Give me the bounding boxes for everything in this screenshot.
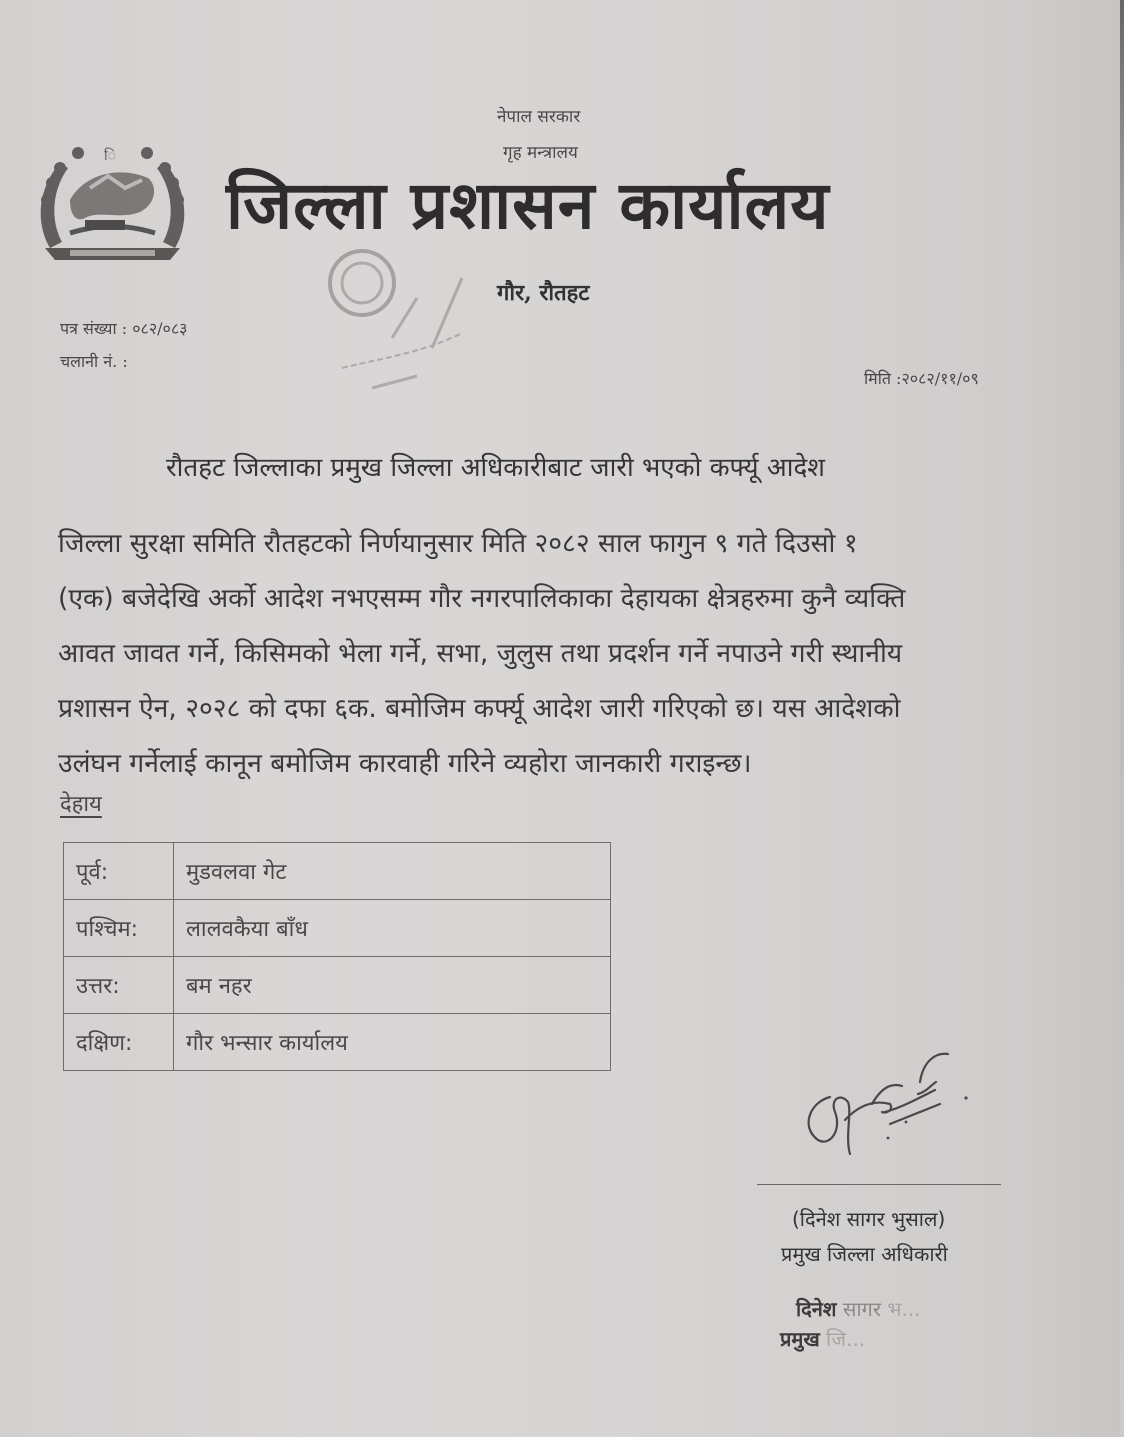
table-row [64, 900, 611, 957]
place-cell: बम नहर [174, 957, 611, 1014]
letter-date [864, 367, 979, 389]
ministry-name: गृह मन्त्रालय [503, 143, 578, 163]
letter-number-label: पत्र संख्या : [60, 319, 128, 338]
letter-number-value: ०८२/०८३ [132, 319, 188, 338]
office-location: गौर, रौतहट [497, 280, 590, 306]
boundaries-heading: देहाय [60, 792, 102, 817]
seal-name-faded: भ... [881, 1297, 921, 1321]
direction-cell: उत्तर: [64, 957, 174, 1014]
seal-title-bold: प्रमुख [780, 1327, 820, 1351]
direction-cell: पश्चिम: [64, 900, 174, 957]
table-row [64, 1014, 611, 1071]
svg-text:ि: ि [104, 148, 116, 164]
nepal-emblem-icon [30, 138, 195, 263]
boundaries-table [63, 842, 611, 1071]
table-row [64, 843, 611, 900]
seal-stamp-name [796, 1295, 921, 1322]
government-name: नेपाल सरकार [497, 107, 581, 127]
seal-name-faded: सागर [836, 1297, 881, 1321]
date-value: २०८२/११/०९ [901, 369, 979, 388]
place-cell: गौर भन्सार कार्यालय [174, 1014, 611, 1071]
seal-name-bold: दिनेश [796, 1297, 837, 1321]
direction-cell: पूर्व: [64, 843, 174, 900]
seal-title-faded: जि... [819, 1327, 866, 1351]
signatory-title: प्रमुख जिल्ला अधिकारी [781, 1242, 948, 1266]
body-line: (एक) बजेदेखि अर्को आदेश नभएसम्म गौर नगरपालिकाका देहायका क्षेत्रहरुमा कुनै व्यक्ति [58, 583, 906, 614]
body-line: आवत जावत गर्ने, किसिमको भेला गर्ने, सभा, जुलुस तथा प्रदर्शन गर्ने नपाउने गरी स्थानीय [58, 638, 903, 669]
seal-stamp-title [780, 1325, 865, 1352]
signature-icon [790, 1042, 980, 1160]
office-stamp-icon [312, 238, 482, 403]
date-label: मिति : [864, 369, 902, 388]
body-line: उलंघन गर्नेलाई कानून बमोजिम कारवाही गरिने व्यहोरा जानकारी गराइन्छ। [58, 748, 752, 779]
place-cell: मुडवलवा गेट [174, 843, 611, 900]
signature-divider [757, 1184, 1001, 1185]
office-title: जिल्ला प्रशासन कार्यालय [226, 167, 830, 244]
body-line: जिल्ला सुरक्षा समिति रौतहटको निर्णयानुसार मिति २०८२ साल फागुन ९ गते दिउसो १ [58, 528, 858, 559]
body-line: प्रशासन ऐन, २०२८ को दफा ६क. बमोजिम कर्फ्यू आदेश जारी गरिएको छ। यस आदेशको [58, 693, 901, 724]
dispatch-number [60, 350, 128, 372]
signatory-name: (दिनेश सागर भुसाल) [792, 1207, 946, 1231]
paper-edge [1120, 0, 1124, 1437]
place-cell: लालवकैया बाँध [174, 900, 611, 957]
subject-heading: रौतहट जिल्लाका प्रमुख जिल्ला अधिकारीबाट जारी भएको कर्फ्यू आदेश [166, 453, 825, 483]
letter-number [60, 317, 188, 339]
dispatch-number-label: चलानी नं. : [60, 352, 128, 371]
direction-cell: दक्षिण: [64, 1014, 174, 1071]
table-row [64, 957, 611, 1014]
order-body [58, 516, 1058, 791]
